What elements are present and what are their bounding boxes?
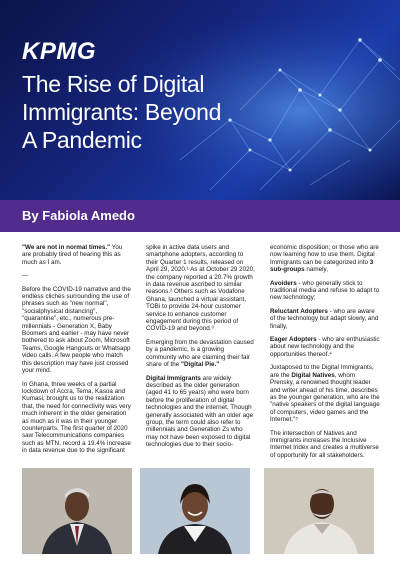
text-run: Juxtaposed to the Digital Immigrants, are the: [270, 364, 374, 379]
paragraph: [270, 364, 380, 423]
title-line: A Pandemic: [22, 127, 142, 153]
text-run: economic disposition; or those who are now learning how to use them. Digital Immigrants can be categorized into: [270, 244, 379, 266]
paragraph: [146, 375, 256, 449]
title-line: Immigrants: Beyond: [22, 99, 222, 125]
text-run: , whom Prensky, a renowned thought leader and writer ahead of his time, describes as the younger generation, who are the "native speakers of the digital language of computers, video games and the Internet."⁵: [270, 371, 380, 424]
page-title: [22, 70, 322, 154]
hero-banner: [0, 0, 400, 200]
paragraph: [146, 339, 256, 369]
paragraph: [270, 336, 380, 358]
paragraph: [270, 244, 380, 274]
paragraph: [270, 280, 380, 302]
text-run: - who are enthusiastic about new technology and the opportunities thereof.⁴: [270, 336, 380, 358]
paragraph: [22, 272, 132, 279]
title-line: The Rise of Digital: [22, 71, 205, 97]
paragraph: [146, 244, 256, 333]
column-2: [146, 244, 256, 455]
bold-text: Avoiders: [270, 279, 297, 287]
bold-text: "We are not in normal times.": [22, 244, 111, 251]
paragraph: [270, 308, 380, 330]
paragraph: [22, 244, 132, 266]
text-run: - who generally stick to traditional media and refuse to adapt to new technology;: [270, 279, 380, 302]
text-run: Before the COVID-19 narrative and the endless clichés surrounding the use of phrases such as "new normal", "socialphysical distancing", "quarantine", etc., numerous pre-millennials - Generation X, Baby Boomers and earlier - may have never bothered to ask about Zoom, Microsoft Teams, Google Hangouts or Whatsapp video calls. A few people who match this description may have just crossed your mind.: [22, 285, 131, 375]
bold-text: 3 sub-groups: [270, 258, 374, 274]
text-run: Emerging from the devastation caused by a pandemic, is a growing community who are claiming their fair share of the: [146, 338, 254, 369]
bold-text: Digital Immigrants: [146, 374, 201, 382]
paragraph: [22, 286, 132, 375]
photo-woman-smiling: [140, 468, 250, 554]
column-3: [270, 244, 380, 465]
author-byline: By Fabiola Amedo: [22, 208, 135, 223]
text-run: You are probably tired of hearing this as much as I am.: [22, 244, 123, 266]
text-run: —: [22, 272, 29, 280]
photo-man-suit: [22, 468, 132, 554]
bold-text: Digital Natives: [291, 371, 335, 379]
paragraph: [22, 381, 132, 455]
photo-older-man: [264, 468, 374, 554]
bold-text: Reluctant Adopters: [270, 307, 328, 315]
article-body: [22, 244, 382, 464]
column-1: [22, 244, 132, 461]
bold-text: Eager Adopters: [270, 336, 317, 344]
text-run: spike in active data users and smartphone adopters, according to their Quarter 1 results, released on April 29, 2020.¹ As at October 29 2020, the company reported a 20.7% growth in data revenue ascribed to similar reasons.² Others such as Vodafone Ghana, launched a virtual assistant, TOBi to provide 24-hour customer service to enhance customer engagement during this period of COVID-19 and beyond.³: [146, 244, 255, 333]
bold-text: "Digital Pie.": [181, 361, 220, 369]
byline-bar: [0, 200, 400, 232]
text-run: are widely described as the older generation (aged 41 to 65 years) who were born before the proliferation of digital technologies and the internet. Though generally associated with an older age group, the term could also refer to millennials and Generation Zs who may not have been exposed to digital technologies due to their socio-: [146, 374, 254, 449]
text-run: namely,: [304, 266, 328, 274]
text-run: In Ghana, three weeks of a partial lockdown of Accra, Tema, Kasoa and Kumasi, brought us to the realization that, the need for connectivity was very much inherent in the older generation as much as it was in their younger counterparts. The first quarter of 2020 saw Telecommunications companies such as MTN, record a 19.4% increase in data revenue due to the significant: [22, 380, 131, 455]
text-run: The intersection of Natives and Immigrants increases the Inclusive Internet Index and creates a multiverse of opportunity for all stakeholders.: [270, 429, 379, 459]
paragraph: [270, 430, 380, 460]
kpmg-logo: KPMG: [22, 38, 96, 65]
text-run: - who are aware of the technology but adapt slowly, and finally,: [270, 307, 379, 330]
